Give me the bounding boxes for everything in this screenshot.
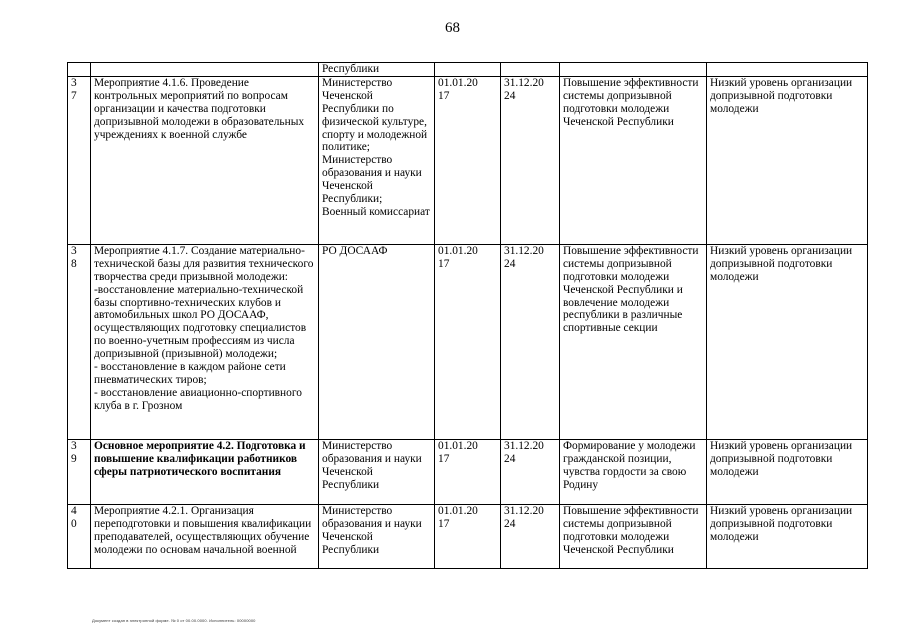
measure-name: Основное мероприятие 4.2. Подготовка и повышение квалификации работников сферы патриотического воспитания [94,439,306,478]
cell-risk [707,504,868,568]
program-measures-table [67,62,868,569]
expected-result: Повышение эффективности системы допризывной подготовки молодежи Чеченской Республики [563,76,699,128]
cell-end [501,244,560,439]
cell-result [560,76,707,244]
responsible-text: Министерство образования и науки Чеченской Республики [322,504,422,556]
cell-result [560,63,707,77]
risk-text: Низкий уровень организации допризывной подготовки молодежи [710,76,853,115]
cell-start [435,504,501,568]
cell-responsible [319,504,435,568]
cell-name [91,63,319,77]
cell-name [91,504,319,568]
cell-result [560,244,707,439]
start-date: 01.01.20 17 [438,244,478,270]
measure-name: Мероприятие 4.1.7. Создание материально-технической базы для развития технического творчества среди призывной молодежи: -восстановление материально-технической базы спортивно-технических клубов и автомобильных школ РО ДОСААФ, осуществляющих подготовку специалистов по военно-учетным профессиям из числа допризывной (призывной) молодежи; - восстановление в каждом районе сети пневматических тиров; - восстановление авиационно-спортивного клуба в г. Грозном [94,244,314,412]
risk-text: Низкий уровень организации допризывной подготовки молодежи [710,439,853,478]
start-date: 01.01.20 17 [438,504,478,530]
cell-responsible [319,63,435,77]
row-number: 3 7 [71,76,77,102]
cell-name [91,439,319,504]
end-date: 31.12.20 24 [504,76,544,102]
risk-text: Низкий уровень организации допризывной подготовки молодежи [710,244,853,283]
cell-responsible [319,244,435,439]
measure-name: Мероприятие 4.2.1. Организация переподготовки и повышения квалификации преподавателей, осуществляющих обучение молодежи по основам начальной военной [94,504,312,556]
cell-start [435,63,501,77]
cell-risk [707,244,868,439]
cell-num [68,63,91,77]
cell-name [91,244,319,439]
expected-result: Повышение эффективности системы допризывной подготовки молодежи Чеченской Республики [563,504,699,556]
cell-responsible [319,439,435,504]
table-row [68,439,868,504]
cell-risk [707,439,868,504]
end-date: 31.12.20 24 [504,244,544,270]
table-row-continuation [68,63,868,77]
measure-name: Мероприятие 4.1.6. Проведение контрольных мероприятий по вопросам организации и качества подготовки допризывной молодежи в образовательных учреждениях к военной службе [94,76,305,141]
cell-num [68,76,91,244]
end-date: 31.12.20 24 [504,439,544,465]
risk-text: Низкий уровень организации допризывной подготовки молодежи [710,504,853,543]
row-number: 4 0 [71,504,77,530]
cell-num [68,504,91,568]
page-number: 68 [445,20,460,36]
cell-risk [707,76,868,244]
table-row [68,504,868,568]
cell-start [435,439,501,504]
cell-result [560,439,707,504]
row-number: 3 8 [71,244,77,270]
responsible-text: РО ДОСААФ [322,244,388,257]
cell-start [435,244,501,439]
table-row [68,244,868,439]
expected-result: Формирование у молодежи гражданской позиции, чувства гордости за свою Родину [563,439,696,491]
expected-result: Повышение эффективности системы допризывной подготовки молодежи Чеченской Республики и вовлечение молодежи республики в различные спортивные секции [563,244,699,335]
cell-num [68,439,91,504]
cell-risk [707,63,868,77]
footer-note: Документ создан в электронной форме. № 0 от 00.00.0000. Исполнитель: 00000000 [92,618,256,623]
cell-responsible [319,76,435,244]
responsible-text: Министерство образования и науки Чеченской Республики [322,439,422,491]
cell-num [68,244,91,439]
table-row [68,76,868,244]
start-date: 01.01.20 17 [438,439,478,465]
responsible-text: Республики [322,63,380,75]
row-number: 3 9 [71,439,77,465]
cell-end [501,63,560,77]
cell-start [435,76,501,244]
end-date: 31.12.20 24 [504,504,544,530]
cell-end [501,504,560,568]
cell-end [501,439,560,504]
start-date: 01.01.20 17 [438,76,478,102]
cell-end [501,76,560,244]
responsible-text: Министерство Чеченской Республики по физической культуре, спорту и молодежной политике; Министерство образования и науки Чеченской Республики; Военный комиссариат [322,76,430,218]
cell-result [560,504,707,568]
cell-name [91,76,319,244]
